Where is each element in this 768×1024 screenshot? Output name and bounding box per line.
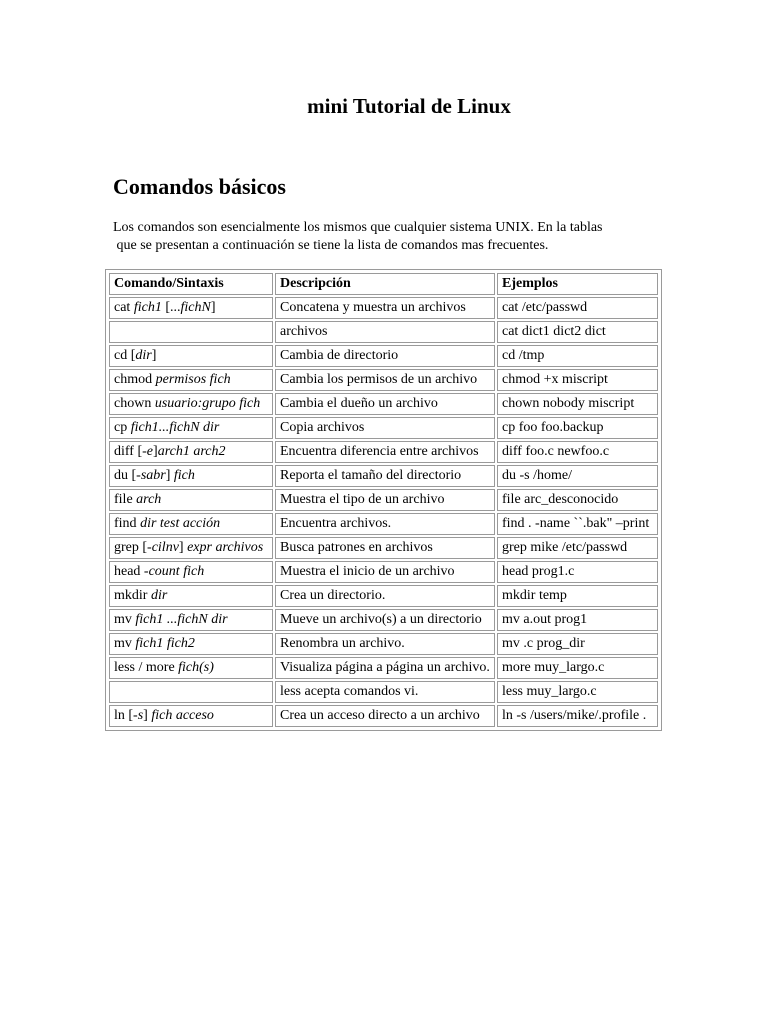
table-row: [109, 441, 658, 463]
cell-command: [109, 393, 273, 415]
cell-description: Concatena y muestra un archivos: [275, 297, 495, 319]
command-text: ln [-: [114, 708, 138, 723]
cell-description: Cambia de directorio: [275, 345, 495, 367]
table-row: [109, 321, 658, 343]
table-row: [109, 633, 658, 655]
cell-example: grep mike /etc/passwd: [497, 537, 658, 559]
command-text: mkdir: [114, 588, 151, 603]
cell-example: chmod +x miscript: [497, 369, 658, 391]
command-argument: fich acceso: [151, 708, 214, 723]
command-argument: permisos fich: [155, 372, 231, 387]
command-argument: fich1 ...fichN dir: [135, 612, 228, 627]
cell-description: Visualiza página a página un archivo.: [275, 657, 495, 679]
cell-command: [109, 417, 273, 439]
command-argument: fich: [173, 468, 195, 483]
cell-description: less acepta comandos vi.: [275, 681, 495, 703]
cell-example: cp foo foo.backup: [497, 417, 658, 439]
command-text: ]: [165, 468, 174, 483]
table-row: [109, 345, 658, 367]
table-row: [109, 417, 658, 439]
command-argument: e: [146, 444, 154, 459]
table-row: [109, 297, 658, 319]
command-text: cat: [114, 300, 134, 315]
cell-description: Muestra el tipo de un archivo: [275, 489, 495, 511]
cell-command: [109, 633, 273, 655]
command-argument: cilnv: [151, 540, 179, 555]
cell-command: [109, 609, 273, 631]
cell-description: Reporta el tamaño del directorio: [275, 465, 495, 487]
command-text: chmod: [114, 372, 156, 387]
cell-description: Crea un directorio.: [275, 585, 495, 607]
cell-example: head prog1.c: [497, 561, 658, 583]
cell-command: [109, 561, 273, 583]
table-row: [109, 513, 658, 535]
command-argument: fich1: [133, 300, 162, 315]
command-text: ]: [178, 540, 188, 555]
page-title: mini Tutorial de Linux: [307, 94, 511, 118]
command-text: ]: [210, 300, 216, 315]
table-header-row: [109, 273, 658, 295]
command-text: cd [: [114, 348, 136, 363]
cell-description: Cambia los permisos de un archivo: [275, 369, 495, 391]
command-argument: usuario:grupo fich: [154, 396, 261, 411]
command-text: mv: [114, 612, 136, 627]
command-text: [...: [161, 300, 181, 315]
cell-example: ln -s /users/mike/.profile .: [497, 705, 658, 727]
table-row: [109, 489, 658, 511]
command-argument: fich1...fichN dir: [130, 420, 220, 435]
command-text: less / more: [114, 660, 179, 675]
cell-example: mv .c prog_dir: [497, 633, 658, 655]
cell-description: Renombra un archivo.: [275, 633, 495, 655]
table-row: [109, 705, 658, 727]
cell-example: more muy_largo.c: [497, 657, 658, 679]
cell-example: file arc_desconocido: [497, 489, 658, 511]
command-argument: fichN: [180, 300, 211, 315]
cell-command: [109, 657, 273, 679]
command-text: diff [-: [114, 444, 147, 459]
table-row: [109, 681, 658, 703]
command-argument: fich1 fich2: [135, 636, 195, 651]
intro-line: Los comandos son esencialmente los mismos que cualquier sistema UNIX. En la tablas: [113, 220, 603, 235]
intro-paragraph: [113, 219, 673, 254]
command-text: ]: [153, 444, 158, 459]
command-text: find: [114, 516, 141, 531]
command-text: chown: [114, 396, 155, 411]
command-argument: sabr: [140, 468, 166, 483]
command-argument: arch: [136, 492, 162, 507]
table-row: [109, 561, 658, 583]
command-text: cp: [114, 420, 131, 435]
cell-command: [109, 681, 273, 703]
cell-description: Muestra el inicio de un archivo: [275, 561, 495, 583]
cell-description: Encuentra archivos.: [275, 513, 495, 535]
table-row: [109, 393, 658, 415]
command-argument: expr archivos: [187, 540, 264, 555]
cell-command: [109, 441, 273, 463]
command-argument: dir test acción: [140, 516, 221, 531]
table-row: [109, 585, 658, 607]
command-text: file: [114, 492, 137, 507]
cell-example: cat dict1 dict2 dict: [497, 321, 658, 343]
command-argument: dir: [150, 588, 168, 603]
intro-line: que se presentan a continuación se tiene la lista de comandos mas frecuentes.: [113, 237, 549, 253]
cell-command: [109, 705, 273, 727]
cell-example: mkdir temp: [497, 585, 658, 607]
command-argument: dir: [135, 348, 152, 363]
cell-description: Busca patrones en archivos: [275, 537, 495, 559]
cell-example: du -s /home/: [497, 465, 658, 487]
cell-command: [109, 489, 273, 511]
command-text: ]: [151, 348, 157, 363]
cell-example: chown nobody miscript: [497, 393, 658, 415]
cell-command: [109, 297, 273, 319]
command-argument: fich(s): [178, 660, 214, 675]
command-text: mv: [114, 636, 136, 651]
cell-command: [109, 465, 273, 487]
cell-command: [109, 513, 273, 535]
cell-example: diff foo.c newfoo.c: [497, 441, 658, 463]
cell-command: [109, 345, 273, 367]
cell-description: Cambia el dueño un archivo: [275, 393, 495, 415]
cell-example: less muy_largo.c: [497, 681, 658, 703]
table-row: [109, 369, 658, 391]
cell-description: Copia archivos: [275, 417, 495, 439]
cell-example: cat /etc/passwd: [497, 297, 658, 319]
command-text: du [-: [114, 468, 141, 483]
command-text: grep [-: [114, 540, 152, 555]
command-text: ]: [143, 708, 152, 723]
commands-table: [105, 269, 662, 731]
table-row: [109, 537, 658, 559]
table-row: [109, 465, 658, 487]
cell-description: Mueve un archivo(s) a un directorio: [275, 609, 495, 631]
cell-command: [109, 321, 273, 343]
cell-command: [109, 585, 273, 607]
command-argument: s: [137, 708, 144, 723]
header-description: Descripción: [275, 273, 495, 295]
table-row: [109, 609, 658, 631]
cell-description: Encuentra diferencia entre archivos: [275, 441, 495, 463]
cell-description: archivos: [275, 321, 495, 343]
header-examples: Ejemplos: [497, 273, 658, 295]
command-text: head -: [114, 564, 149, 579]
table-row: [109, 657, 658, 679]
header-command: Comando/Sintaxis: [109, 273, 273, 295]
command-argument: count fich: [148, 564, 205, 579]
cell-description: Crea un acceso directo a un archivo: [275, 705, 495, 727]
cell-example: find . -name ``.bak" –print: [497, 513, 658, 535]
cell-command: [109, 537, 273, 559]
cell-command: [109, 369, 273, 391]
command-argument: arch1 arch2: [157, 444, 226, 459]
cell-example: mv a.out prog1: [497, 609, 658, 631]
cell-example: cd /tmp: [497, 345, 658, 367]
section-heading: Comandos básicos: [113, 174, 286, 199]
